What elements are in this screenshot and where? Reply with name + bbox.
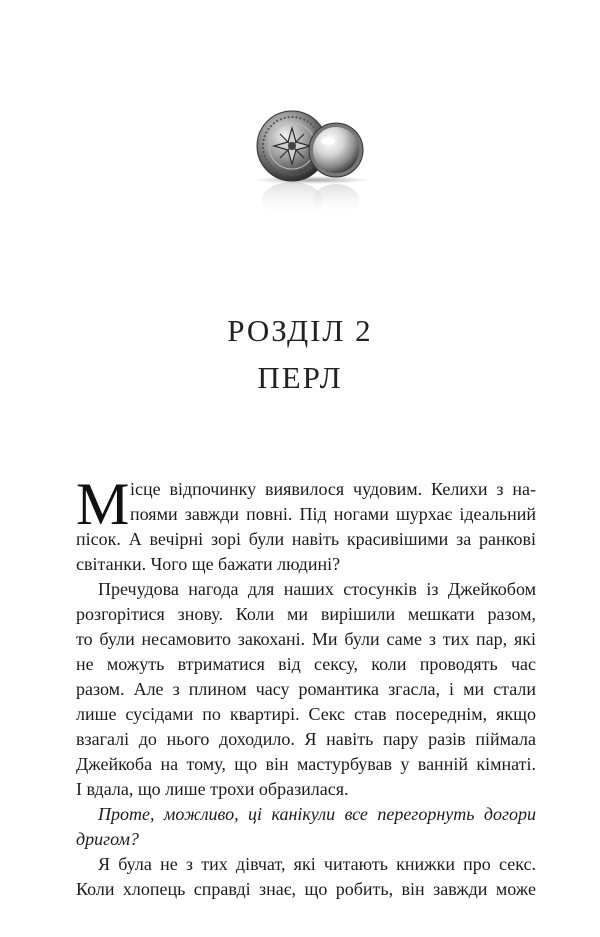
- text-line: разом. Але з плином часу романтика згасла, і ми стали: [76, 679, 536, 699]
- text-line: не можуть втриматися від сексу, коли проводять час: [76, 654, 536, 674]
- text-line: пісок. А вечірні зорі були навіть красивішими за ранкові: [76, 529, 536, 549]
- text-line: Я була не з тих дівчат, які читають книжки про секс.: [98, 854, 536, 874]
- text-line: то були несамовито закохані. Ми були саме з тих пар, які: [76, 629, 536, 649]
- text-line: ісце відпочинку виявилося чудовим. Келихи з на-: [130, 479, 536, 499]
- text-line: Джейкоба на тому, що він мастурбував у ванній кімнаті.: [76, 754, 536, 774]
- ornament-reflection: [262, 182, 359, 218]
- text-line: Пречудова нагода для наших стосунків із Джейкобом: [98, 579, 536, 599]
- text-line: світанки. Чого ще бажати людині?: [76, 554, 341, 574]
- text-line-italic: Проте, можливо, ці канікули все перегорнуть догори: [98, 804, 536, 824]
- chapter-body-text: [76, 471, 536, 902]
- text-line: Коли хлопець справді знає, що робить, він завжди може: [76, 879, 536, 899]
- text-line: взагалі до нього доходило. Я навіть пару разів піймала: [76, 729, 536, 749]
- drop-cap-letter: М: [76, 471, 130, 537]
- chapter-number: РОЗДІЛ 2: [227, 313, 373, 348]
- text-line: І вдала, що лише трохи образилася.: [76, 779, 349, 799]
- pearl-button: [309, 123, 363, 177]
- text-line: лише сусідами по квартирі. Секс став посереднім, якщо: [76, 704, 536, 724]
- text-line: поями завжди повні. Під ногами шурхає ідеальний: [130, 504, 536, 524]
- pearl-buttons-ornament: [252, 100, 372, 230]
- text-line-italic: дригом?: [76, 829, 139, 849]
- chapter-title: ПЕРЛ: [257, 360, 343, 395]
- text-line: розгорітися знову. Коли ми вирішили мешкати разом,: [76, 604, 536, 624]
